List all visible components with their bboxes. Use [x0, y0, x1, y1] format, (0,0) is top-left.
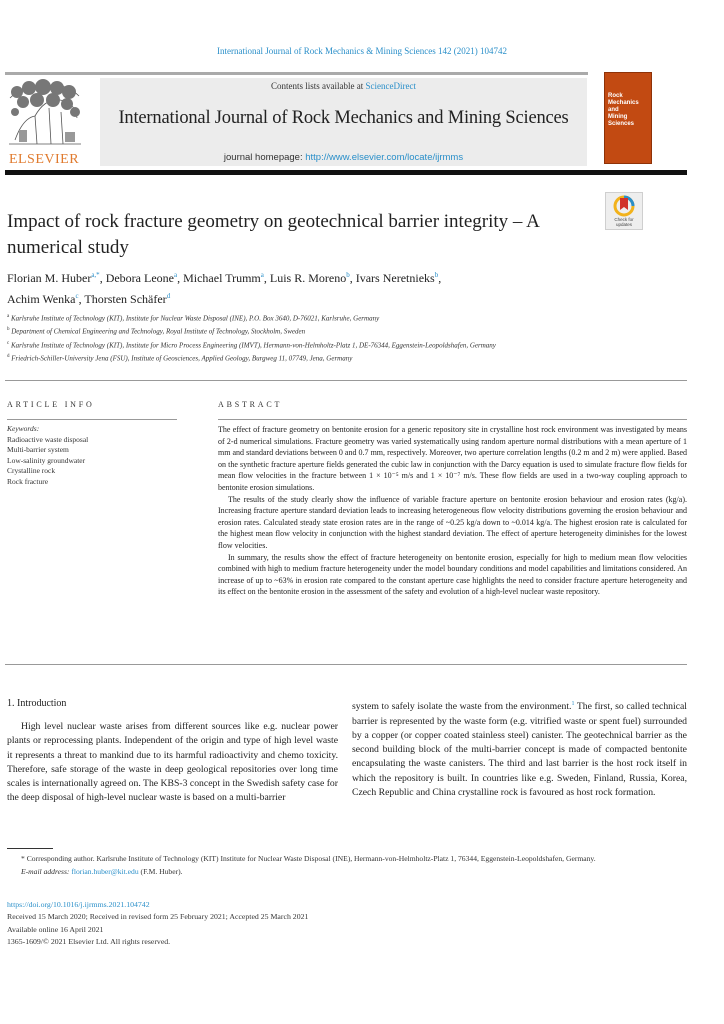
- abstract-paragraph: In summary, the results show the effect of fracture heterogeneity on bentonite erosion, especially for high to medium mean flow velocities combined with high to medium fracture heterogeneity under the model boundary conditions and model capabilities and limitations considered. An increase of up to ~63% in erosion rate compared to the constant aperture case highlights the need to consider fracture aperture heterogeneity and its effect on the bentonite erosion in the assessment of the safety and evolution of a high-level nuclear waste repository.: [218, 552, 687, 597]
- keyword: Crystalline rock: [7, 466, 56, 475]
- journal-homepage-link[interactable]: http://www.elsevier.com/locate/ijrmms: [305, 152, 464, 163]
- affiliation-text: Friedrich-Schiller-University Jena (FSU), Institute of Geosciences, Applied Geology, Burgweg 11, 07749, Jena, Germany: [11, 354, 353, 363]
- body-column-right: [352, 697, 687, 800]
- author-name[interactable]: Achim Wenka: [7, 292, 76, 306]
- journal-cover-thumbnail[interactable]: [604, 72, 652, 164]
- elsevier-tree-icon: [5, 78, 83, 150]
- journal-title: International Journal of Rock Mechanics and Mining Sciences: [118, 108, 569, 128]
- affiliation-text: Karlsruhe Institute of Technology (KIT), Institute for Nuclear Waste Disposal (INE), P.O. Box 3640, D-76021, Karlsruhe, Germany: [10, 314, 380, 323]
- cover-line: Mining Sciences: [608, 114, 635, 127]
- corresponding-author-note: * Corresponding author. Karlsruhe Institute of Technology (KIT) Institute for Nuclear Waste Disposal (INE), Hermann-von-Helmholtz-Platz 1, 76344, Eggenstein-Leopoldshafen, Germany.: [21, 854, 596, 863]
- section-heading: 1. Introduction: [7, 698, 67, 709]
- article-history: Received 15 March 2020; Received in revised form 25 February 2021; Accepted 25 March 2021: [7, 912, 309, 922]
- keyword: Multi-barrier system: [7, 445, 69, 454]
- author[interactable]: [7, 271, 100, 285]
- affiliation-text: Karlsruhe Institute of Technology (KIT), Institute for Micro Process Engineering (IMVT), Hermann-von-Helmholtz-Platz 1, DE-76344, Eggenstein-Leopoldshafen, Germany: [10, 340, 496, 349]
- abstract-heading: ABSTRACT: [218, 400, 283, 409]
- email-line: [7, 866, 687, 879]
- sciencedirect-link[interactable]: ScienceDirect: [365, 81, 416, 91]
- elsevier-logo[interactable]: [5, 78, 83, 168]
- author[interactable]: [183, 271, 264, 285]
- keyword: Radioactive waste disposal: [7, 434, 89, 444]
- affiliation-marker: d: [7, 353, 10, 359]
- keyword: Rock fracture: [7, 476, 49, 486]
- article-info-heading: ARTICLE INFO: [7, 400, 95, 409]
- reference-link[interactable]: 1: [571, 701, 575, 707]
- header-top-rule: [5, 72, 588, 75]
- body-text: system to safely isolate the waste from the environment.: [352, 701, 572, 713]
- author[interactable]: [106, 271, 177, 285]
- body-column-left: High level nuclear waste arises from different sources like e.g. nuclear power plants or reprocessing plants. Independent of the origin and type of high level waste it represents a threat to mankind due to its harmful radioactivity and chemo toxicity. Therefore, safe storage of the waste in deep geological repositories over long time scales is internationally agreed on. The KBS-3 concept in the Swedish safety case for the deep disposal of high-level nuclear waste is based on a multi-barrier: [7, 721, 338, 804]
- author-affiliation-marker[interactable]: a,*: [91, 271, 100, 279]
- contents-prefix: Contents lists available at: [271, 81, 366, 91]
- keyword: Low-salinity groundwater: [7, 455, 86, 465]
- author-affiliation-marker[interactable]: b: [346, 271, 350, 279]
- author-name[interactable]: Ivars Neretnieks: [355, 271, 435, 285]
- keywords-list: [7, 424, 197, 487]
- abstract-body: [218, 424, 687, 598]
- author-name[interactable]: Luis R. Moreno: [269, 271, 347, 285]
- article-title: Impact of rock fracture geometry on geotechnical barrier integrity – A numerical study: [7, 211, 539, 258]
- author-affiliation-marker[interactable]: d: [166, 292, 171, 300]
- affiliation: [7, 338, 587, 351]
- affiliation-marker: b: [7, 327, 10, 333]
- cover-line: Rock Mechanics: [608, 93, 639, 106]
- author-name[interactable]: Thorsten Schäfer: [84, 292, 167, 306]
- author[interactable]: [7, 292, 79, 306]
- affiliation-text: Department of Chemical Engineering and Technology, Royal Institute of Technology, Stockholm, Sweden: [11, 327, 306, 336]
- elsevier-wordmark: ELSEVIER: [8, 152, 80, 167]
- abstract-paragraph: The effect of fracture geometry on bentonite erosion for a generic repository site in crystalline host rock environment was investigated by means of 2-d numerical simulations. Fracture geometry was varied systematically using random aperture normal distributions with a mean aperture of 1 mm and standard deviations between 0 and 0.7 mm, respectively. Moreover, two aperture correlation lengths (0.2 m and 2 m) were applied. Based on the synthetic fracture aperture fields generated the cubic law in conjunction with the Darcy equation is used to simulate fracture flow fields for mean flow velocities in the fracture between 1 × 10⁻⁵ m/s and 1 × 10⁻⁷ m/s. These flow fields are used in a two-way coupling approach to bentonite erosion simulations.: [218, 425, 687, 492]
- author[interactable]: [84, 292, 170, 306]
- affiliation-marker: a: [7, 314, 10, 319]
- divider: [5, 664, 687, 665]
- email-link[interactable]: florian.huber@kit.edu: [71, 866, 139, 876]
- crossmark-icon: [606, 193, 642, 219]
- affiliations: [7, 311, 587, 364]
- cover-title: [608, 93, 651, 128]
- abstract-paragraph: The results of the study clearly show the influence of variable fracture aperture on bentonite erosion behaviour and erosion rates (kg/a). Increasing fracture aperture standard deviation leads to increasing heterogeneous flow velocity distributions governing the erosion behaviour and erosion rates. Calculated steady state erosion rates are in the range of ~0.25 kg/a down to ~0.014 kg/a. The highest erosion rate is calculated for the highest mean flow velocity in conjunction with the highest standard deviation. The effect of aperture heterogeneity diminishes for the lowest flow velocities.: [218, 494, 687, 550]
- affiliation-marker: c: [7, 340, 10, 346]
- divider: [5, 380, 687, 381]
- author-name[interactable]: Debora Leone: [105, 271, 174, 285]
- email-label: E-mail address:: [21, 866, 72, 876]
- author-name[interactable]: Florian M. Huber: [7, 271, 92, 285]
- affiliation: [7, 324, 587, 337]
- author-affiliation-marker[interactable]: a: [173, 271, 178, 279]
- homepage-prefix: journal homepage:: [223, 152, 306, 163]
- homepage-line: [100, 152, 587, 163]
- divider: [7, 419, 177, 420]
- footnote-rule: [7, 848, 53, 849]
- contents-line: [100, 81, 587, 91]
- affiliation: [7, 311, 587, 324]
- footnotes: [7, 853, 687, 878]
- available-online: Available online 16 April 2021: [7, 924, 104, 934]
- author-list: Florian M. Huber$^{a,*}$, Debora Leone$^a$, Michael Trumm$^a$, Luis R. Moreno$^b$, Ivars Neretnieks$^b$, Achim Wenka$^c$, Thorsten Schäfer$^d$: [7, 271, 442, 306]
- crossmark-label: Check for updates: [614, 217, 634, 227]
- affiliation: [7, 351, 587, 364]
- publication-info: [7, 899, 687, 948]
- email-suffix: (F.M. Huber).: [138, 866, 183, 876]
- copyright: 1365-1609/© 2021 Elsevier Ltd. All rights reserved.: [7, 936, 171, 946]
- body-text: The first, so called technical barrier is represented by the waste form (e.g. vitrified waste or spent fuel) surrounded by a copper (or copper coated stainless steel) canister. The geotechnical barrier as the second building block of the multi-barrier concept is made of compacted bentonite encapsulating the waste canisters. The third and last barrier is the host rock itself in which the repository is built. In countries like e.g. Sweden, Finland, Russia, Korea, Czech Republic and China crystalline rock is favoured as host rock formation.: [352, 701, 687, 799]
- author-name[interactable]: Michael Trumm: [183, 271, 261, 285]
- author-affiliation-marker[interactable]: c: [75, 292, 79, 300]
- doi-link[interactable]: https://doi.org/10.1016/j.ijrmms.2021.104742: [7, 900, 150, 909]
- header-thick-rule: [5, 170, 687, 175]
- author-affiliation-marker[interactable]: b: [434, 271, 439, 279]
- author-affiliation-marker[interactable]: a: [260, 271, 264, 279]
- keywords-label: Keywords:: [7, 424, 40, 433]
- check-for-updates-button[interactable]: [605, 192, 643, 230]
- author[interactable]: [356, 271, 438, 285]
- divider: [218, 419, 687, 420]
- running-head[interactable]: International Journal of Rock Mechanics & Mining Sciences 142 (2021) 104742: [217, 46, 507, 56]
- cover-line: and: [608, 107, 619, 113]
- author[interactable]: [270, 271, 350, 285]
